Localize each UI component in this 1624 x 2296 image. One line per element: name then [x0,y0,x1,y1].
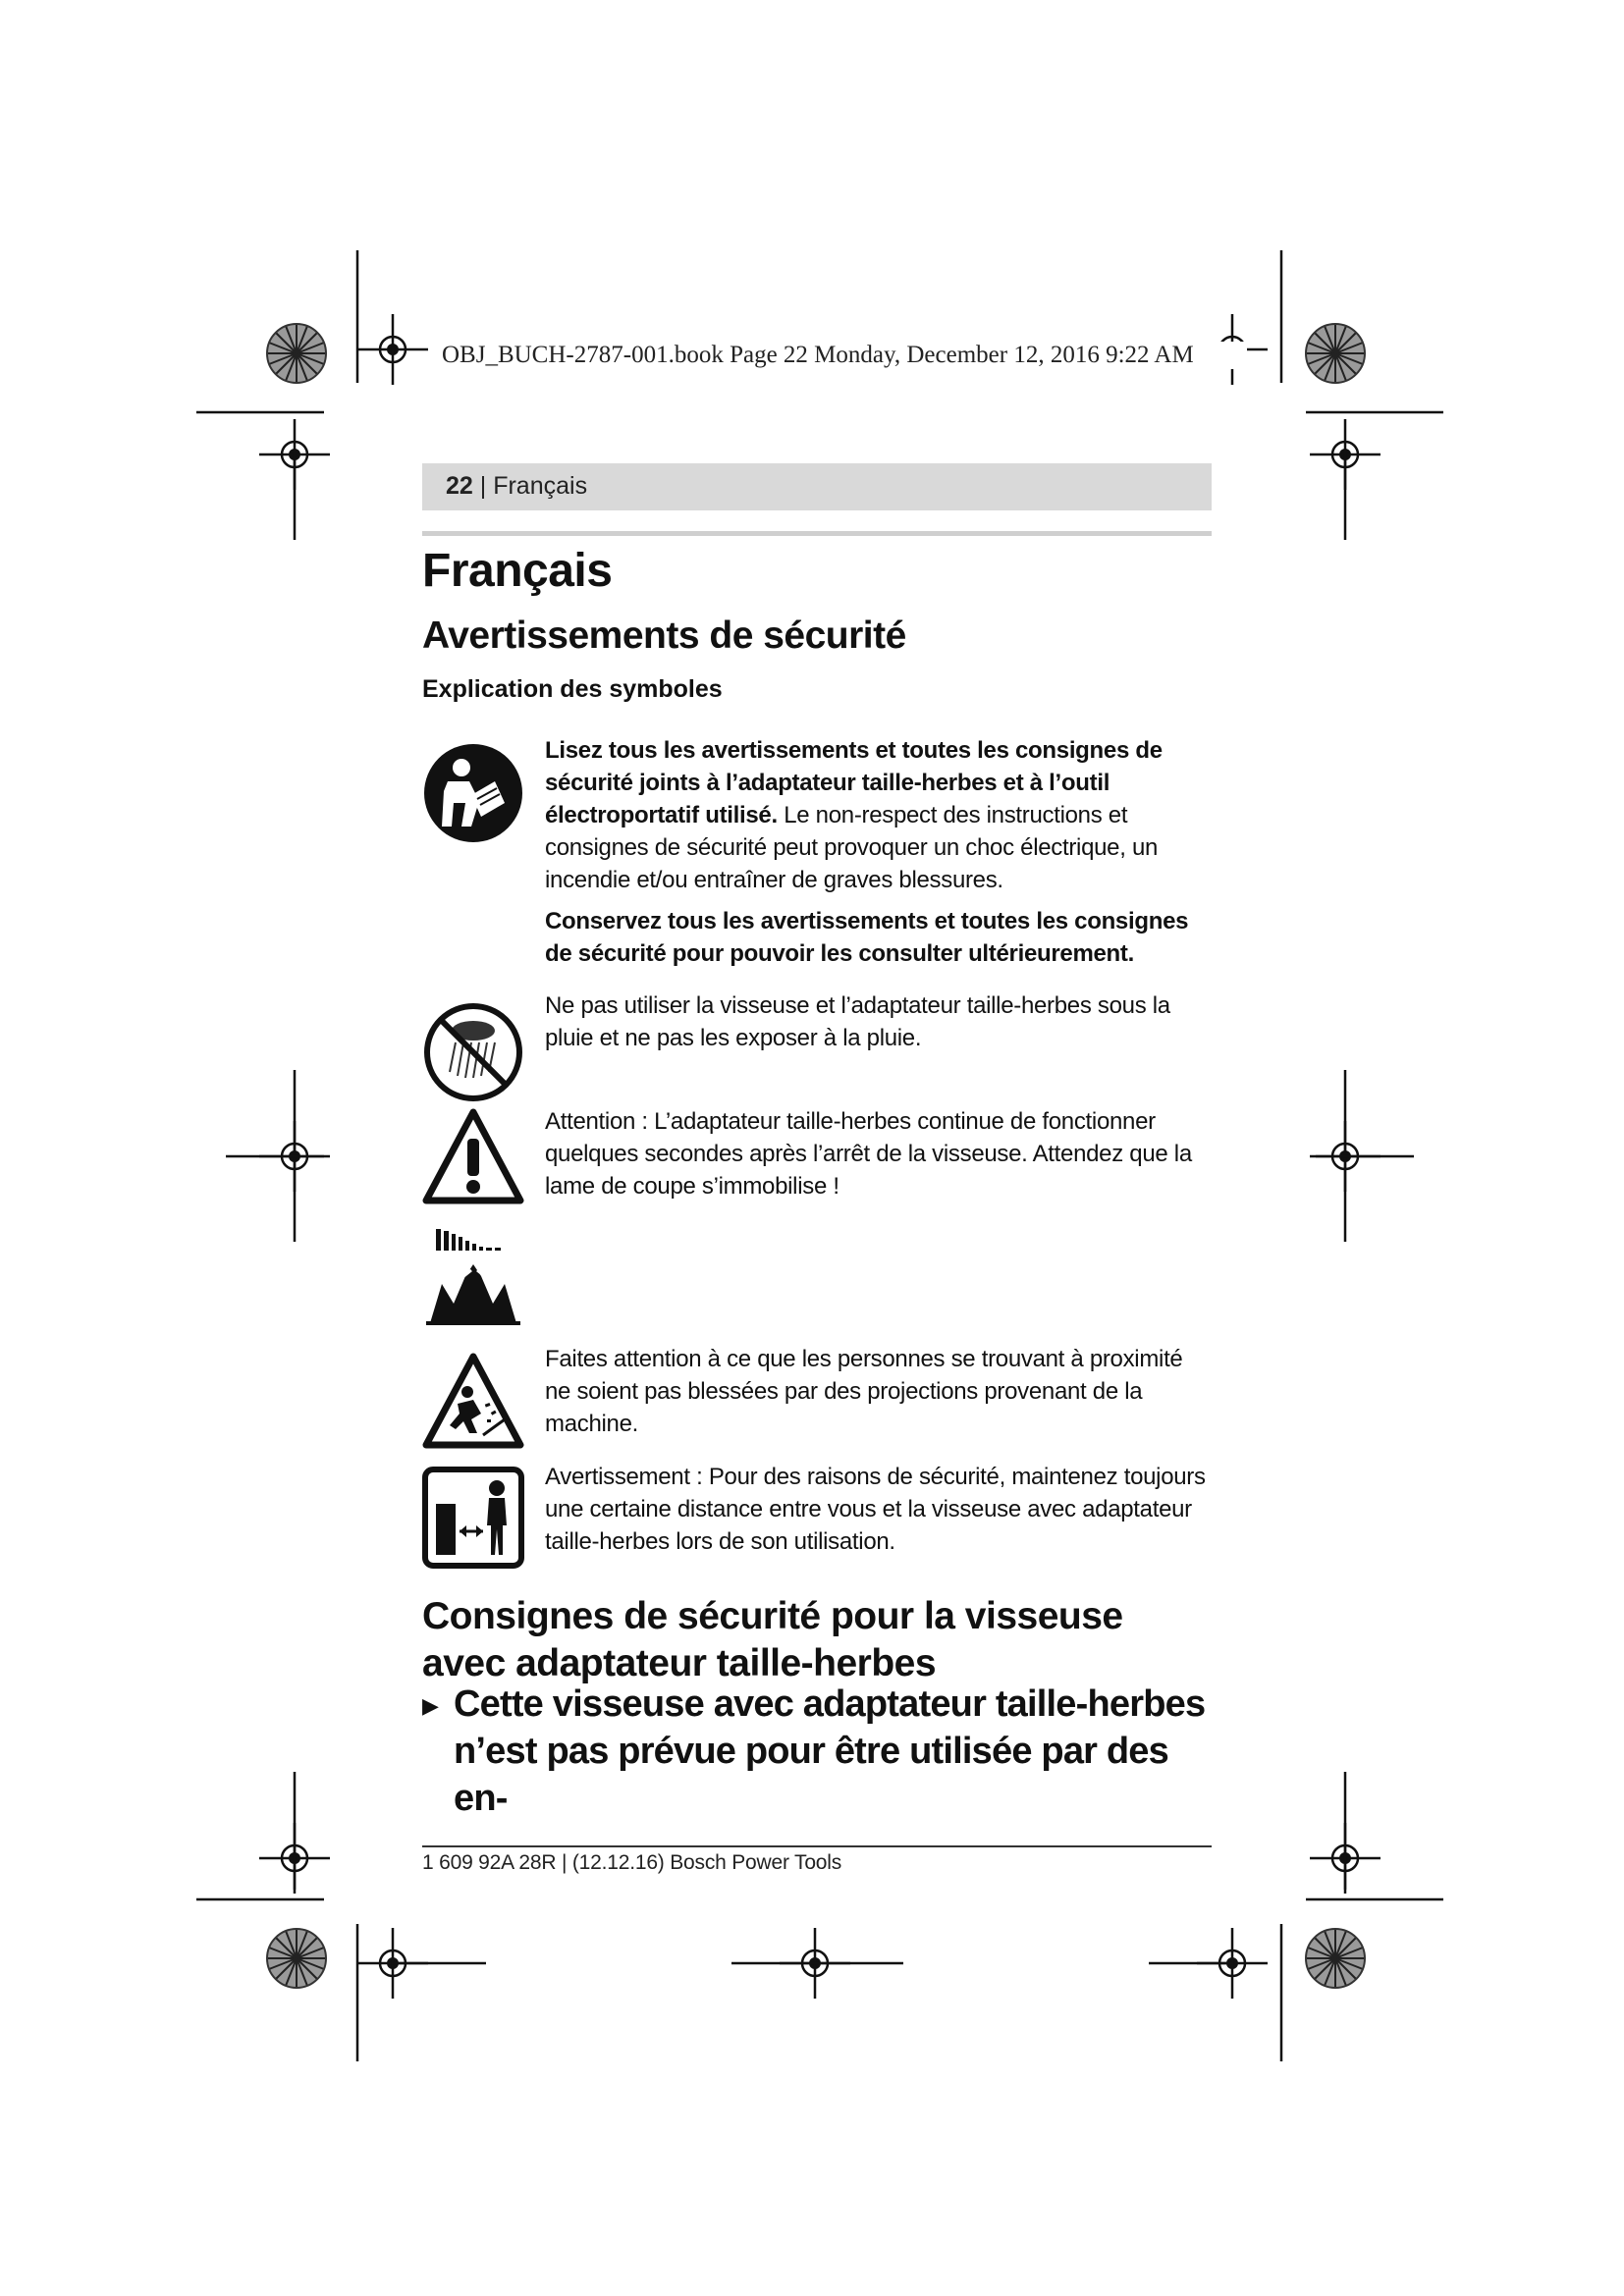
safety-bullet [422,1681,1212,1822]
page-header [446,472,587,501]
page-header-separator: | [472,472,494,500]
symbol-text-bold: Lisez tous les avertissements et toutes les consignes de sécurité joints à l’adaptateur taille-herbes et à l’outil électroportatif utilisé. [545,737,1163,828]
symbol-text: Faites attention à ce que les personnes se trouvant à proximité ne soient pas blessées par des projections provenant de la machine. [545,1346,1183,1437]
bullet-arrow-icon: ▶ [422,1693,439,1718]
symbol-text [545,734,1213,970]
registration-starburst-icon [267,324,326,383]
symbol-row-flying-debris [422,1343,1212,1470]
page-title: Français [422,545,613,597]
bullet-text: Cette visseuse avec adaptateur taille-herbes n’est pas prévue pour être utilisée par des en- [454,1683,1206,1819]
registration-starburst-icon [1306,324,1365,383]
warning-triangle-icon [422,1107,524,1205]
symbol-row-read-manual [422,734,1212,989]
consignes-heading: Consignes de sécurité pour la visseuse avec adaptateur taille-herbes [422,1595,1123,1684]
header-rule [422,531,1212,536]
blade-rundown-icon [422,1225,524,1327]
page-number: 22 [446,472,473,500]
symbol-text-regular: Le non-respect des instructions et consignes de sécurité peut provoquer un choc électrique, un incendie et/ou entraîner de graves blessures. [545,802,1159,893]
symbol-row-warning [422,1105,1212,1223]
page-footer: 1 609 92A 28R | (12.12.16) Bosch Power Tools [422,1851,842,1874]
symbol-row-keep-distance [422,1461,1212,1578]
symbol-text: Attention : L’adaptateur taille-herbes continue de fonctionner quelques secondes après l’arrêt de la visseuse. Attendez que la lame de coupe s’immobilise ! [545,1108,1192,1200]
keep-distance-icon [422,1467,524,1569]
read-manual-icon [422,742,524,844]
symbol-text: Avertissement : Pour des raisons de sécurité, maintenez toujours une certaine distance entre vous et la visseuse avec adaptateur taille-herbes lors de son utilisation. [545,1464,1206,1555]
page-content [422,542,1212,1819]
symbol-row-blade-rundown [422,1225,1212,1331]
page-header-language: Français [493,472,588,500]
symbol-row-no-rain [422,989,1212,1097]
symbol-text-bold-2: Conservez tous les avertissements et toutes les consignes de sécurité pour pouvoir les consulter ultérieurement. [545,908,1189,967]
registration-starburst-icon [1306,1929,1365,1988]
footer-rule [422,1845,1212,1847]
section-heading: Avertissements de sécurité [422,614,906,657]
book-slug-header: OBJ_BUCH-2787-001.book Page 22 Monday, December 12, 2016 9:22 AM [442,342,1247,369]
registration-crosshair-icon [357,314,428,385]
no-rain-icon [422,1001,524,1103]
flying-debris-icon [422,1351,524,1453]
page-header-band [422,463,1212,510]
registration-starburst-icon [267,1929,326,1988]
symbol-text: Ne pas utiliser la visseuse et l’adaptateur taille-herbes sous la pluie et ne pas les exposer à la pluie. [545,992,1170,1051]
subsection-heading: Explication des symboles [422,675,723,703]
